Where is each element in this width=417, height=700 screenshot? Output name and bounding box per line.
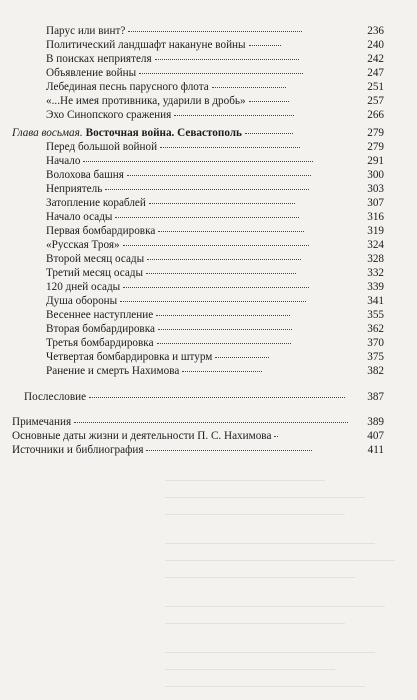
toc-entry-title: Весеннее наступление	[46, 309, 154, 321]
toc-page-number: 341	[367, 295, 384, 307]
toc-entry-title: Третья бомбардировка	[46, 337, 154, 349]
bleed-line	[165, 596, 385, 607]
toc-page-number: 242	[367, 53, 384, 65]
toc-entry-title: «Русская Троя»	[46, 239, 120, 251]
toc-page-number: 370	[367, 337, 384, 349]
chapter-label: Глава восьмая.	[12, 127, 83, 139]
dot-leader	[89, 396, 345, 398]
toc-page-number: 332	[367, 267, 384, 279]
toc-entry	[0, 210, 417, 224]
toc-entry	[0, 196, 417, 210]
toc-page-number: 291	[367, 155, 384, 167]
dot-leader	[115, 216, 299, 218]
toc-entry-title: В поисках неприятеля	[46, 53, 152, 65]
bleed-line	[165, 659, 335, 670]
toc-page-number: 339	[367, 281, 384, 293]
toc-entry	[0, 390, 417, 404]
dot-leader	[120, 300, 306, 302]
toc-entry	[0, 364, 417, 378]
toc-entry-title: Эхо Синопского сражения	[46, 109, 172, 121]
dot-leader	[160, 146, 300, 148]
toc-entry-title: Неприятель	[46, 183, 103, 195]
dot-leader	[127, 174, 311, 176]
dot-leader	[245, 132, 293, 134]
dot-leader	[249, 44, 281, 46]
toc-entry	[0, 168, 417, 182]
dot-leader	[155, 58, 299, 60]
bleed-line	[165, 487, 365, 498]
dot-leader	[156, 314, 290, 316]
toc-page-number: 411	[367, 444, 384, 456]
toc-page-number: 307	[367, 197, 384, 209]
toc-page-number: 316	[367, 211, 384, 223]
toc-entry-title: Душа обороны	[46, 295, 118, 307]
dot-leader	[139, 72, 303, 74]
toc-entry	[0, 415, 417, 429]
dot-leader	[157, 342, 291, 344]
toc-entry-title: Послесловие	[24, 391, 87, 403]
toc-entry-title: Парус или винт?	[46, 25, 126, 37]
toc-entry-title: Перед большой войной	[46, 141, 158, 153]
toc-page-number: 279	[367, 141, 384, 153]
toc-page-number: 257	[367, 95, 384, 107]
toc-entry-title: 120 дней осады	[46, 281, 121, 293]
toc-entry-title: Источники и библиография	[12, 444, 144, 456]
chapter-title: Восточная война. Севастополь	[85, 127, 242, 139]
bleed-line	[165, 470, 325, 481]
dot-leader	[274, 435, 278, 437]
toc-page-number: 266	[367, 109, 384, 121]
toc-entry	[0, 224, 417, 238]
dot-leader	[174, 114, 294, 116]
toc-page-number: 236	[367, 25, 384, 37]
toc-entry	[0, 154, 417, 168]
toc-page-number: 355	[367, 309, 384, 321]
toc-entry-title: Первая бомбардировка	[46, 225, 156, 237]
toc-page-number: 240	[367, 39, 384, 51]
toc-page-number: 251	[367, 81, 384, 93]
toc-entry-title: Второй месяц осады	[46, 253, 145, 265]
toc-entry	[0, 94, 417, 108]
toc-entry	[0, 140, 417, 154]
dot-leader	[158, 230, 304, 232]
toc-page-number: 382	[367, 365, 384, 377]
toc-entry-title: Четвертая бомбардировка и штурм	[46, 351, 213, 363]
toc-entry-title: Затопление кораблей	[46, 197, 146, 209]
toc-page-number: 324	[367, 239, 384, 251]
dot-leader	[146, 272, 296, 274]
dot-leader	[249, 100, 289, 102]
dot-leader	[158, 328, 292, 330]
toc-page-number: 328	[367, 253, 384, 265]
dot-leader	[83, 160, 313, 162]
toc-entry	[0, 52, 417, 66]
toc-page-number: 319	[367, 225, 384, 237]
reverse-page-bleed-through	[165, 470, 415, 693]
dot-leader	[123, 244, 309, 246]
toc-entry	[0, 336, 417, 350]
toc-entry	[0, 24, 417, 38]
toc-page-number: 279	[367, 127, 384, 139]
toc-entry	[0, 443, 417, 457]
toc-entry-title: Волохова башня	[46, 169, 124, 181]
toc-page-number: 375	[367, 351, 384, 363]
bleed-line	[165, 613, 345, 624]
bleed-line	[165, 642, 375, 653]
toc-chapter-entry	[0, 126, 417, 140]
bleed-line	[165, 550, 395, 561]
dot-leader	[215, 356, 269, 358]
toc-entry	[0, 280, 417, 294]
toc-page-number: 300	[367, 169, 384, 181]
bleed-line	[165, 567, 355, 578]
toc-entry	[0, 429, 417, 443]
toc-entry-title: Начало осады	[46, 211, 113, 223]
dot-leader	[147, 258, 301, 260]
toc-entry-title: Лебединая песнь парусного флота	[46, 81, 209, 93]
toc-page-number: 362	[367, 323, 384, 335]
toc-entry	[0, 322, 417, 336]
toc-entry-title: Политический ландшафт накануне войны	[46, 39, 246, 51]
dot-leader	[212, 86, 286, 88]
toc-entry	[0, 38, 417, 52]
toc-entry-title: Вторая бомбардировка	[46, 323, 155, 335]
toc-entry	[0, 182, 417, 196]
toc-entry	[0, 294, 417, 308]
toc-entry-title: Основные даты жизни и деятельности П. С. Нахимова	[12, 430, 272, 442]
dot-leader	[74, 421, 348, 423]
toc-page-number: 247	[367, 67, 384, 79]
bleed-line	[165, 533, 375, 544]
dot-leader	[182, 370, 262, 372]
toc-page-number: 303	[367, 183, 384, 195]
bleed-line	[165, 676, 365, 687]
toc-entry-title: Примечания	[12, 416, 72, 428]
dot-leader	[146, 449, 312, 451]
toc-page-number: 389	[367, 416, 384, 428]
toc-entry-title: Начало	[46, 155, 81, 167]
toc-entry-title: Ранение и смерть Нахимова	[46, 365, 180, 377]
toc-entry	[0, 80, 417, 94]
dot-leader	[123, 286, 309, 288]
toc-entry	[0, 238, 417, 252]
toc-entry	[0, 108, 417, 122]
toc-entry-title: Третий месяц осады	[46, 267, 143, 279]
toc-page-number: 387	[367, 391, 384, 403]
toc-entry	[0, 266, 417, 280]
toc-entry-title: Объявление войны	[46, 67, 137, 79]
dot-leader	[128, 30, 302, 32]
toc-entry	[0, 308, 417, 322]
toc-page-number: 407	[367, 430, 384, 442]
bleed-line	[165, 504, 345, 515]
toc-entry	[0, 252, 417, 266]
toc-entry-title: «...Не имея противника, ударили в дробь»	[46, 95, 246, 107]
dot-leader	[149, 202, 295, 204]
toc-entry	[0, 350, 417, 364]
dot-leader	[105, 188, 309, 190]
toc-entry	[0, 66, 417, 80]
